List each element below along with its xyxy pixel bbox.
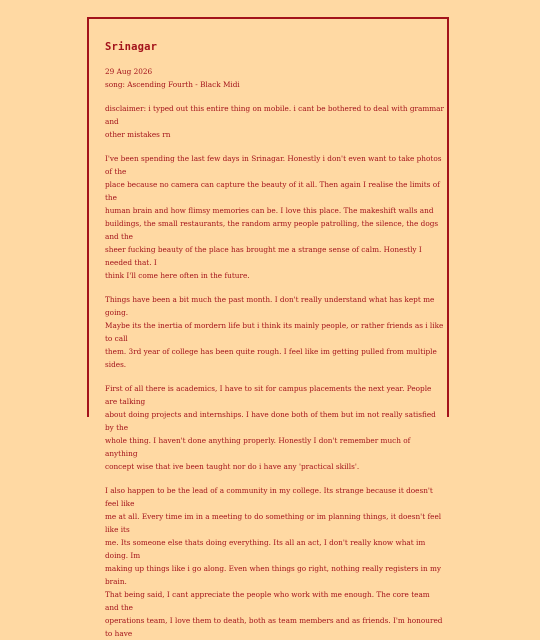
paragraph-line: place because no camera can capture the beauty of it all. Then again I realise the limits of the xyxy=(105,180,440,202)
paragraph-line: them. 3rd year of college has been quite rough. I feel like im getting pulled from multiple sides. xyxy=(105,347,437,369)
post-date: 29 Aug 2026 xyxy=(105,67,153,76)
paragraph-line: Things have been a bit much the past month. I don't really understand what has kept me going. xyxy=(105,295,435,317)
paragraph-line: me. Its someone else thats doing everything. Its all an act, I don't really know what im doing. Im xyxy=(105,538,426,560)
paragraph-srinagar xyxy=(105,152,445,282)
paragraph-academics xyxy=(105,382,445,473)
post-card xyxy=(87,17,449,638)
paragraph-line: Maybe its the inertia of mordern life but i think its mainly people, or rather friends as i like to call xyxy=(105,321,444,343)
paragraph-line: sheer fucking beauty of the place has brought me a strange sense of calm. Honestly I needed that. I xyxy=(105,245,422,267)
paragraph-line: human brain and how flimsy memories can be. I love this place. The makeshift walls and xyxy=(105,206,434,215)
paragraph-line: First of all there is academics, I have to sit for campus placements the next year. People are talking xyxy=(105,384,432,406)
paragraph-line: think I'll come here often in the future. xyxy=(105,271,250,280)
paragraph-line: I've been spending the last few days in Srinagar. Honestly i don't even want to take photos of the xyxy=(105,154,442,176)
paragraph-line: disclaimer: i typed out this entire thing on mobile. i cant be bothered to deal with grammar and xyxy=(105,104,445,126)
paragraph-line: about doing projects and internships. I have done both of them but im not really satisfied by the xyxy=(105,410,436,432)
paragraph-line: me at all. Every time im in a meeting to do something or im planning things, it doesn't feel like its xyxy=(105,512,442,534)
paragraph-line: That being said, I cant appreciate the people who work with me enough. The core team and the xyxy=(105,590,430,612)
paragraph-line: whole thing. I haven't done anything properly. Honestly I don't remember much of anything xyxy=(105,436,411,458)
paragraph-community xyxy=(105,484,445,640)
post-song: song: Ascending Fourth - Black Midi xyxy=(105,80,240,89)
post-meta xyxy=(105,65,447,91)
paragraph-line: operations team, I love them to death, both as team members and as friends. I'm honoured to have xyxy=(105,616,443,638)
paragraph-line: other mistakes rn xyxy=(105,130,171,139)
paragraph-line: concept wise that ive been taught nor do i have any 'practical skills'. xyxy=(105,462,360,471)
paragraph-disclaimer xyxy=(105,102,445,141)
paragraph-line: making up things like i go along. Even when things go right, nothing really registers in my brain. xyxy=(105,564,442,586)
paragraph-past-month xyxy=(105,293,445,371)
paragraph-line: buildings, the small restaurants, the random army people patrolling, the silence, the dogs and the xyxy=(105,219,439,241)
post-body xyxy=(105,102,447,640)
paragraph-line: I also happen to be the lead of a community in my college. Its strange because it doesn't feel like xyxy=(105,486,433,508)
post-title: Srinagar xyxy=(105,41,158,53)
